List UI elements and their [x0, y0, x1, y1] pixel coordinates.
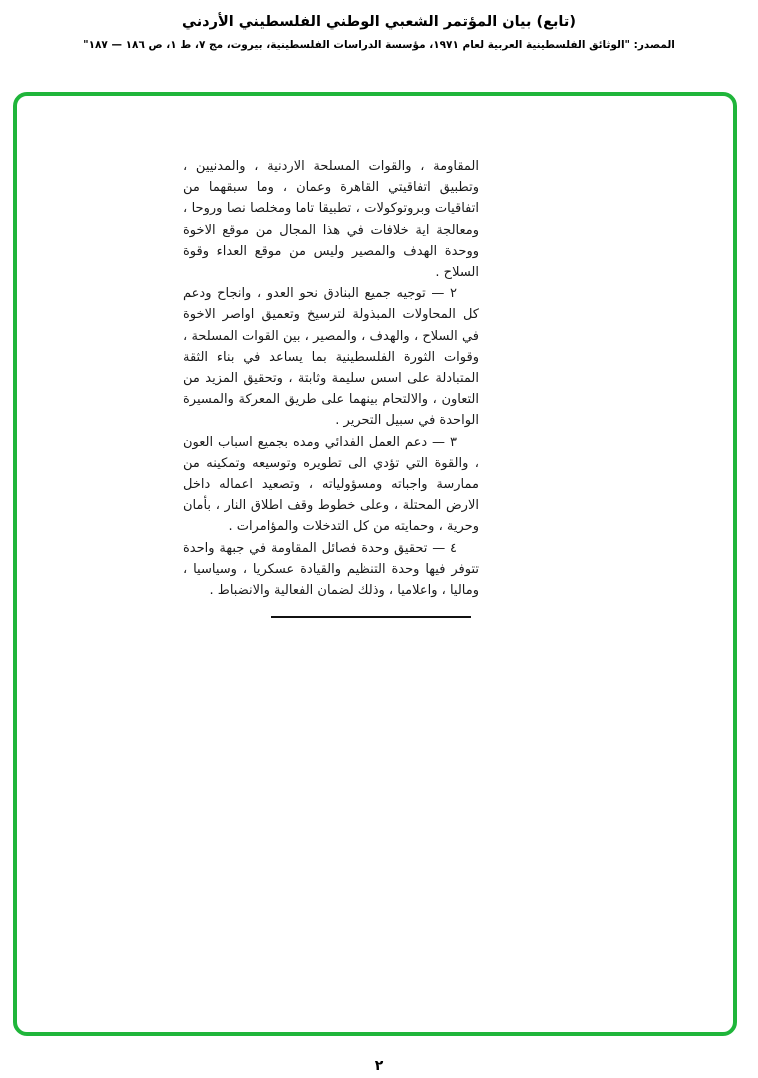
source-line: المصدر: "الوثائق الفلسطينية العربية لعام ١٩٧١، مؤسسة الدراسات الفلسطينية، بيروت، مج ٧، ط ١، ص ١٨٦ — ١٨٧" — [83, 39, 675, 51]
page-header — [0, 14, 758, 51]
document-frame — [13, 92, 737, 1036]
paragraph-continuation: المقاومة ، والقوات المسلحة الاردنية ، والمدنيين ، وتطبيق اتفاقيتي القاهرة وعمان ، وما سبقهما من اتفاقيات وبروتوكولات ، تطبيقا تاما ومخلصا نصا وروحا ، ومعالجة اية خلافات في هذا المجال من موقع الاخوة ووحدة الهدف والمصير وليس من موقع العداء وقوة السلاح . — [183, 159, 479, 281]
page-number: ٢ — [374, 1058, 384, 1074]
paragraph-item-3: ٣ — دعم العمل الفدائي ومده بجميع اسباب العون ، والقوة التي تؤدي الى تطويره وتوسيعه وتمكينه من ممارسة واجباته ومسؤولياته ، وتصعيد اعماله داخل الارض المحتلة ، وعلى خطوط وقف اطلاق النار ، بأمان وحرية ، وحمايته من كل التدخلات والمؤامرات . — [183, 434, 479, 535]
document-body — [183, 156, 479, 618]
section-divider — [271, 616, 471, 618]
paragraph-item-2: ٢ — توجيه جميع البنادق نحو العدو ، وانجاح ودعم كل المحاولات المبذولة لترسيخ وتعميق اواصر الاخوة في السلاح ، والهدف ، والمصير ، بين القوات المسلحة ، وقوات الثورة الفلسطينية بما يساعد في بناء الثقة المتبادلة على اسس سليمة وثابتة ، وتحقيق المزيد من التعاون ، والالتحام بينهما على طريق المعركة والمسيرة الواحدة في سبيل التحرير . — [183, 286, 479, 429]
document-title: (تابع) بيان المؤتمر الشعبي الوطني الفلسطيني الأردني — [182, 14, 576, 30]
page-footer — [0, 1055, 758, 1074]
paragraph-item-4: ٤ — تحقيق وحدة فصائل المقاومة في جبهة واحدة تتوفر فيها وحدة التنظيم والقيادة عسكريا ، وسياسيا ، وماليا ، واعلاميا ، وذلك لضمان الفعالية والانضباط . — [183, 540, 479, 599]
